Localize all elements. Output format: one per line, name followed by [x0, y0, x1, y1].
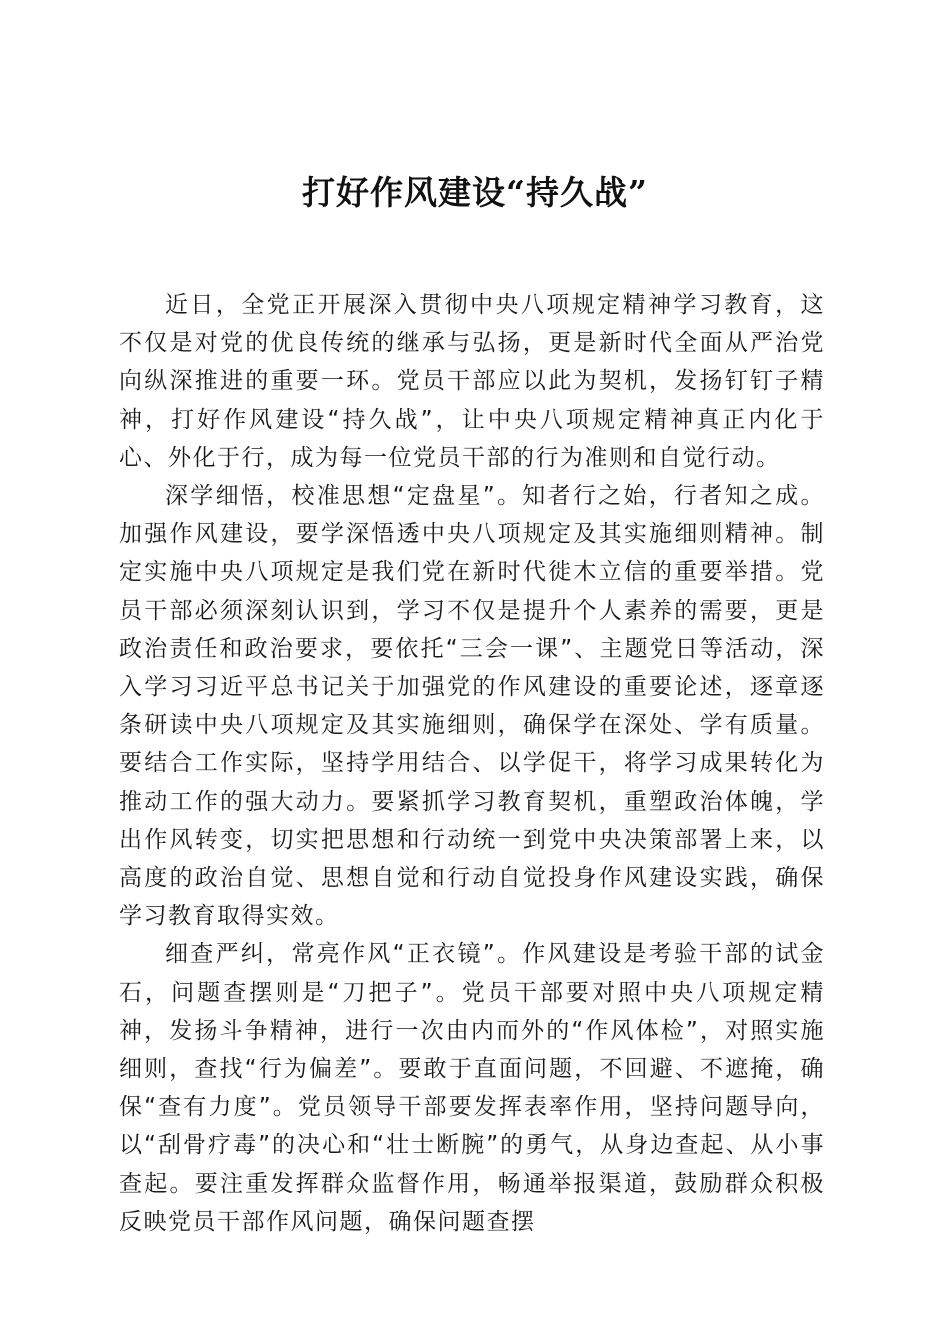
paragraph: 深学细悟，校准思想“定盘星”。知者行之始，行者知之成。加强作风建设，要学深悟透中央八项规定及其实施细则精神。制定实施中央八项规定是我们党在新时代徙木立信的重要举措。党员干部必须深刻认识到，学习不仅是提升个人素养的需要，更是政治责任和政治要求，要依托“三会一课”、主题党日等活动，深入学习习近平总书记关于加强党的作风建设的重要论述，逐章逐条研读中央八项规定及其实施细则，确保学在深处、学有质量。要结合工作实际，坚持学用结合、以学促干，将学习成果转化为推动工作的强大动力。要紧抓学习教育契机，重塑政治体魄，学出作风转变，切实把思想和行动统一到党中央决策部署上来，以高度的政治自觉、思想自觉和行动自觉投身作风建设实践，确保学习教育取得实效。: [119, 483, 825, 930]
paragraph: 细查严纠，常亮作风“正衣镜”。作风建设是考验干部的试金石，问题查摆则是“刀把子”。党员干部要对照中央八项规定精神，发扬斗争精神，进行一次由内而外的“作风体检”，对照实施细则，查找“行为偏差”。要敢于直面问题，不回避、不遮掩，确保“查有力度”。党员领导干部要发挥表率作用，坚持问题导向，以“刮骨疗毒”的决心和“壮士断腕”的勇气，从身边查起、从小事查起。要注重发挥群众监督作用，畅通举报渠道，鼓励群众积极反映党员干部作风问题，确保问题查摆: [119, 941, 825, 1235]
document-title: 打好作风建设“持久战”: [302, 173, 648, 212]
paragraph: 近日，全党正开展深入贯彻中央八项规定精神学习教育，这不仅是对党的优良传统的继承与弘扬，更是新时代全面从严治党向纵深推进的重要一环。党员干部应以此为契机，发扬钉钉子精神，打好作风建设“持久战”，让中央八项规定精神真正内化于心、外化于行，成为每一位党员干部的行为准则和自觉行动。: [119, 292, 825, 471]
document-body: [119, 286, 825, 1241]
